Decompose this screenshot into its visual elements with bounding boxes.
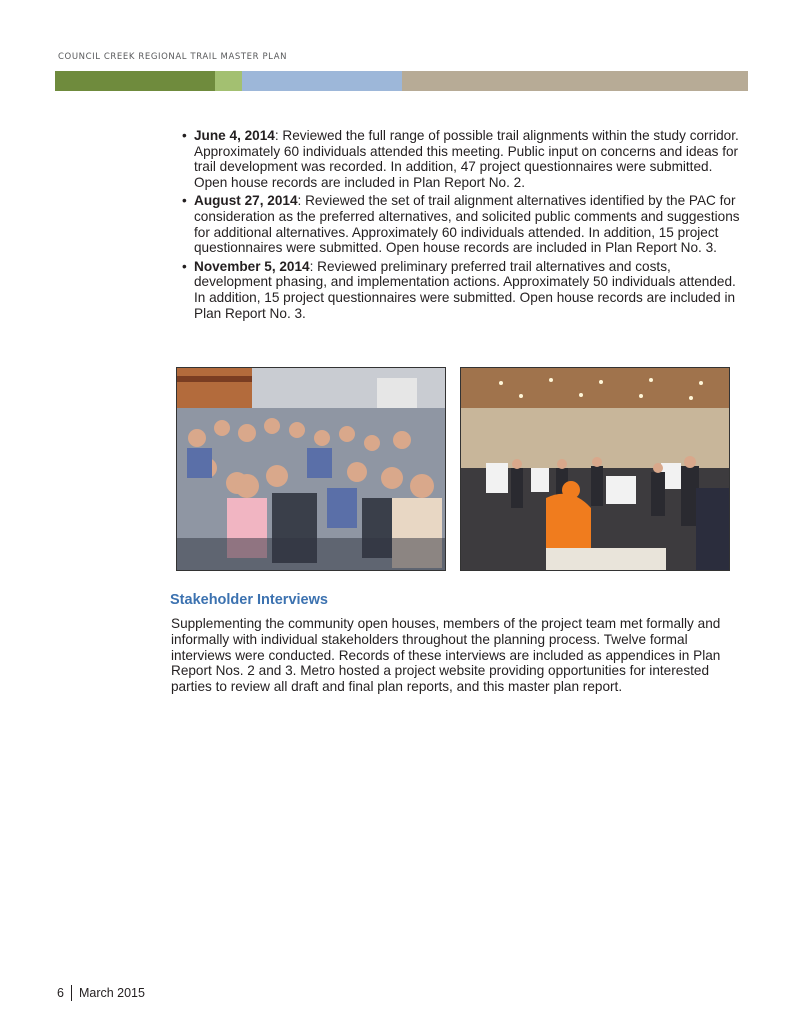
running-header: COUNCIL CREEK REGIONAL TRAIL MASTER PLAN xyxy=(58,52,288,62)
footer-date: March 2015 xyxy=(78,986,145,1000)
list-item xyxy=(182,259,742,321)
bullet-icon: • xyxy=(182,128,187,143)
footer-divider xyxy=(71,985,72,1001)
header-band-light-green xyxy=(215,71,242,91)
meeting-date: August 27, 2014 xyxy=(194,193,298,209)
meeting-description: : Reviewed the full range of possible trail alignments within the study corridor. Approximately 60 individuals attended this meeting. Public input on concerns and ideas for trail development was recorded. In addition, 47 project questionnaires were submitted. Open house records are included in Plan Report No. 2. xyxy=(194,128,739,190)
section-heading: Stakeholder Interviews xyxy=(170,592,328,608)
section-body: Supplementing the community open houses, members of the project team met formally and informally with individual stakeholders throughout the planning process. Twelve formal interviews were conducted. Records of these interviews are included as appendices in Plan Report Nos. 2 and 3. Metro hosted a project website providing opportunities for interested parties to review all draft and final plan reports, and this master plan report. xyxy=(171,616,721,695)
header-band-green xyxy=(55,71,215,91)
page-number: 6 xyxy=(57,986,64,1000)
meeting-date: November 5, 2014 xyxy=(194,258,310,274)
list-item xyxy=(182,128,742,190)
header-band-blue xyxy=(242,71,402,91)
meeting-date: June 4, 2014 xyxy=(194,128,275,143)
list-item xyxy=(182,193,742,255)
header-band-tan xyxy=(402,71,748,91)
bullet-icon: • xyxy=(182,258,187,274)
meeting-description: : Reviewed preliminary preferred trail alternatives and costs, development phasing, and implementation actions. Approximately 50 individuals attended. In addition, 15 project questionnaires were submitted. Open house records are included in Plan Report No. 3. xyxy=(194,258,736,321)
open-house-list xyxy=(182,128,742,324)
open-house-display-boards-photo xyxy=(460,367,730,571)
page-footer xyxy=(57,985,145,1001)
open-house-audience-photo xyxy=(176,367,446,571)
bullet-icon: • xyxy=(182,193,187,209)
meeting-description: : Reviewed the set of trail alignment alternatives identified by the PAC for consideration as the preferred alternatives, and solicited public comments and suggestions for additional alternatives. Approximately 60 individuals attended. In addition, 15 project questionnaires were submitted. Open house records are included in Plan Report No. 3. xyxy=(194,193,740,256)
